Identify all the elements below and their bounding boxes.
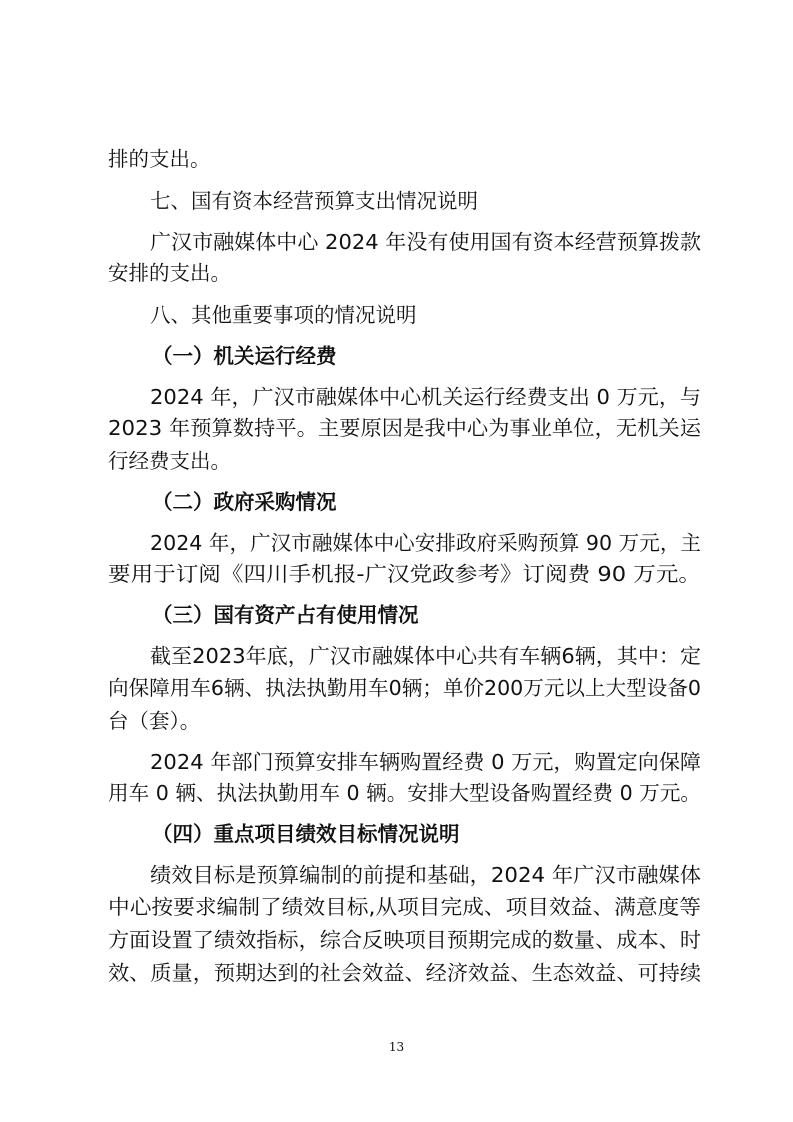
- page-number: 13: [388, 1040, 405, 1054]
- subsection-heading: （三）国有资产占有使用情况: [152, 603, 419, 627]
- paragraph-line: 2024 年，广汉市融媒体中心机关运行经费支出 0 万元，与: [150, 385, 701, 409]
- paragraph-line: 安排的支出。: [108, 261, 231, 285]
- section-heading: 八、其他重要事项的情况说明: [150, 303, 417, 327]
- subsection-heading: （二）政府采购情况: [152, 490, 337, 514]
- paragraph-line: 2024 年，广汉市融媒体中心安排政府采购预算 90 万元，主: [150, 531, 701, 555]
- paragraph-line: 广汉市融媒体中心 2024 年没有使用国有资本经营预算拨款: [150, 230, 701, 254]
- paragraph-line: 行经费支出。: [108, 449, 231, 473]
- paragraph-line: 截至2023年底，广汉市融媒体中心共有车辆6辆，其中：定: [150, 644, 701, 668]
- paragraph-line: 用车 0 辆、执法执勤用车 0 辆。安排大型设备购置经费 0 万元。: [108, 781, 701, 805]
- paragraph-line: 中心按要求编制了绩效目标,从项目完成、项目效益、满意度等: [108, 895, 701, 919]
- paragraph-line: 台（套）。: [108, 709, 201, 733]
- section-heading: 七、国有资本经营预算支出情况说明: [150, 189, 478, 213]
- paragraph-line: 绩效目标是预算编制的前提和基础，2024 年广汉市融媒体: [150, 863, 702, 887]
- paragraph-line: 排的支出。: [108, 147, 211, 171]
- paragraph-line: 2024 年部门预算安排车辆购置经费 0 万元，购置定向保障: [150, 750, 701, 774]
- subsection-heading: （四）重点项目绩效目标情况说明: [152, 822, 460, 846]
- paragraph-line: 要用于订阅《四川手机报-广汉党政参考》订阅费 90 万元。: [108, 562, 701, 586]
- paragraph-line: 2023 年预算数持平。主要原因是我中心为事业单位，无机关运: [108, 416, 701, 440]
- paragraph-line: 效、质量，预期达到的社会效益、经济效益、生态效益、可持续: [108, 961, 701, 985]
- subsection-heading: （一）机关运行经费: [152, 344, 337, 368]
- paragraph-line: 向保障用车6辆、执法执勤用车0辆；单价200万元以上大型设备0: [108, 676, 701, 700]
- paragraph-line: 方面设置了绩效指标，综合反映项目预期完成的数量、成本、时: [108, 928, 701, 952]
